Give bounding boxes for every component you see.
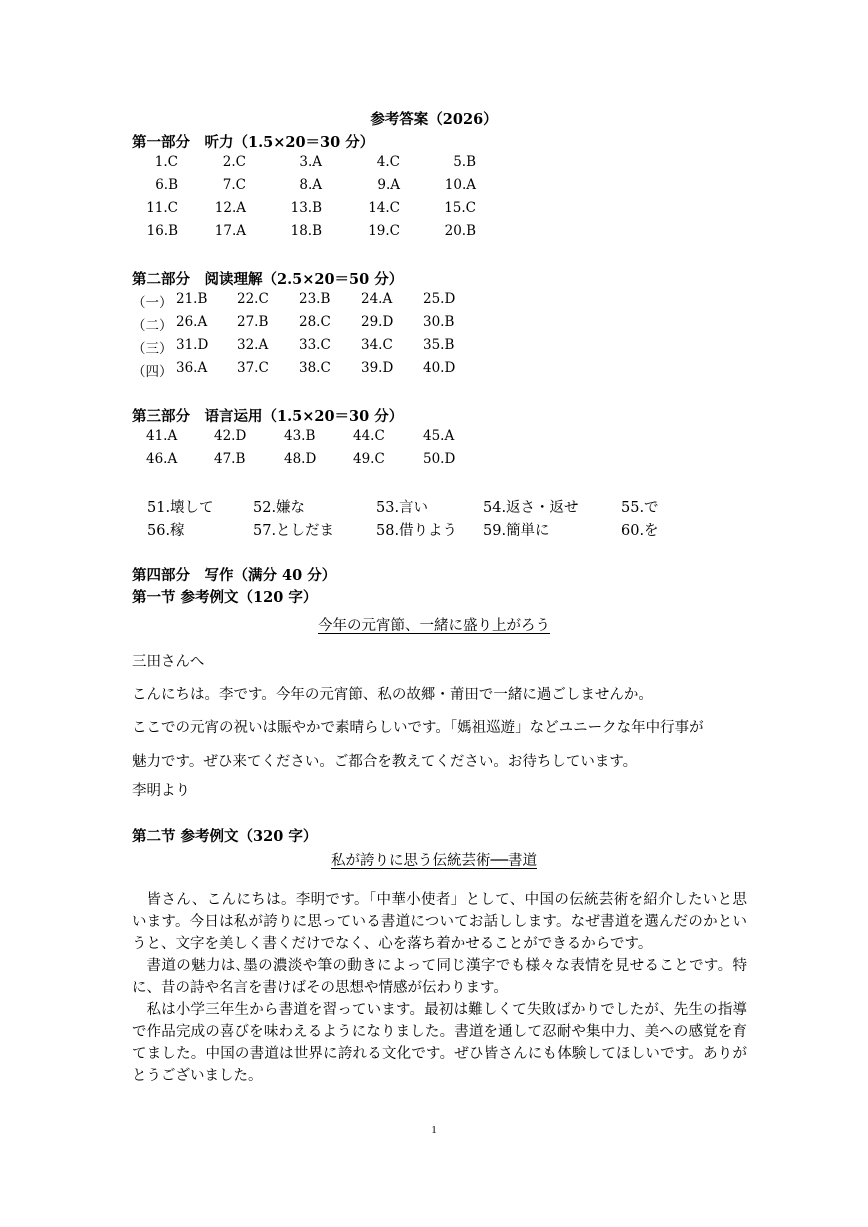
answer-cell: 54.返さ・返せ <box>483 500 579 516</box>
letter-signature: 李明より <box>132 783 190 799</box>
section2-heading: 第二节 参考例文（320 字） <box>132 828 318 845</box>
answer-cell: （一） <box>132 295 173 311</box>
essay-paragraph: 皆さん、こんにちは。李明です。「中華小使者」として、中国の伝統芸術を紹介したいと思います。今日は私が誇りに思っている書道についてお話しします。なぜ書道を選んだのかというと、文字を美しく書くだけでなく、心を落ち着かせることができるからです。 <box>132 892 747 952</box>
page-title: 参考答案（2026） <box>370 111 498 128</box>
answer-cell: 56.稼 <box>147 523 185 539</box>
answer-cell: 36.A <box>176 360 208 376</box>
answer-cell: 19.C <box>368 223 400 239</box>
answer-cell: 16.B <box>146 223 178 239</box>
answer-cell: 30.B <box>423 314 455 330</box>
answer-cell: 52.嫌な <box>253 500 306 516</box>
answer-cell: 57.としだま <box>253 523 335 539</box>
letter-line: ここでの元宵の祝いは賑やかで素晴らしいです。「媽祖巡遊」などユニークな年中行事が <box>132 720 704 736</box>
answer-cell: 21.B <box>176 291 208 307</box>
answer-cell: 27.B <box>237 314 269 330</box>
answer-cell: 23.B <box>299 291 331 307</box>
section1-essay-title: 今年の元宵節、一緒に盛り上がろう <box>318 618 550 634</box>
answer-cell: 58.借りよう <box>376 523 458 539</box>
answer-cell: 4.C <box>376 154 400 170</box>
answer-cell: 26.A <box>176 314 208 330</box>
answer-cell: 48.D <box>284 451 317 467</box>
answer-cell: 45.A <box>423 428 455 444</box>
answer-cell: 50.D <box>423 451 456 467</box>
answer-cell: 8.A <box>299 177 322 193</box>
answer-cell: 18.B <box>290 223 322 239</box>
section2-essay-title: 私が誇りに思う伝統芸術──書道 <box>331 853 537 869</box>
answer-cell: 39.D <box>361 360 394 376</box>
answer-cell: 49.C <box>353 451 385 467</box>
answer-cell: （二） <box>132 318 173 334</box>
answer-cell: 43.B <box>284 428 316 444</box>
section2-essay-body <box>132 889 747 1087</box>
answer-cell: 34.C <box>361 337 393 353</box>
answer-cell: 42.D <box>214 428 247 444</box>
answer-cell: 33.C <box>299 337 331 353</box>
part1-heading: 第一部分 听力（1.5×20＝30 分） <box>132 134 375 151</box>
answer-cell: 38.C <box>299 360 331 376</box>
answer-cell: （三） <box>132 341 173 357</box>
page-number: 1 <box>431 1124 437 1136</box>
essay-paragraph: 書道の魅力は､墨の濃淡や筆の動きによって同じ漢字でも様々な表情を見せることです。特に、昔の詩や名言を書けばその思想や情感が伝わります。 <box>132 958 747 996</box>
part3-heading: 第三部分 语言运用（1.5×20＝30 分） <box>132 408 404 425</box>
answer-cell: 12.A <box>214 200 246 216</box>
essay-paragraph: 私は小学三年生から書道を習っています。最初は難しくて失敗ばかりでしたが、先生の指導で作品完成の喜びを味わえるようになりました。書道を通して忍耐や集中力、美への感覚を育てました。中国の書道は世界に誇れる文化です。ぜひ皆さんにも体験してほしいです。ありがとうございました。 <box>132 1002 747 1084</box>
letter-line: 魅力です。ぜひ来てください。ご都合を教えてください。お待ちしています。 <box>132 754 638 770</box>
answer-cell: 37.C <box>237 360 269 376</box>
letter-salutation: 三田さんへ <box>132 654 205 670</box>
answer-cell: 24.A <box>361 291 393 307</box>
answer-cell: 60.を <box>621 523 659 539</box>
answer-cell: 20.B <box>444 223 476 239</box>
section1-heading: 第一节 参考例文（120 字） <box>132 589 318 606</box>
answer-cell: 29.D <box>361 314 394 330</box>
answer-cell: 5.B <box>453 154 476 170</box>
answer-cell: 47.B <box>214 451 246 467</box>
answer-cell: 13.B <box>290 200 322 216</box>
letter-line: こんにちは。李です。今年の元宵節、私の故郷・莆田で一緒に過ごしませんか。 <box>132 687 653 703</box>
answer-cell: 3.A <box>299 154 322 170</box>
answer-cell: 17.A <box>214 223 246 239</box>
answer-cell: 11.C <box>146 200 178 216</box>
answer-cell: 22.C <box>237 291 269 307</box>
answer-cell: 1.C <box>154 154 178 170</box>
part2-heading: 第二部分 阅读理解（2.5×20＝50 分） <box>132 271 404 288</box>
answer-cell: 2.C <box>222 154 246 170</box>
answer-cell: 15.C <box>444 200 476 216</box>
answer-cell: 14.C <box>368 200 400 216</box>
answer-cell: 40.D <box>423 360 456 376</box>
answer-cell: 51.壊して <box>147 500 214 516</box>
answer-cell: 7.C <box>222 177 246 193</box>
part4-heading: 第四部分 写作（满分 40 分） <box>132 567 337 584</box>
answer-cell: 44.C <box>353 428 385 444</box>
answer-cell: 41.A <box>146 428 178 444</box>
answer-cell: 32.A <box>237 337 269 353</box>
answer-cell: 10.A <box>444 177 476 193</box>
answer-cell: 53.言い <box>376 500 429 516</box>
answer-cell: 46.A <box>146 451 178 467</box>
answer-cell: （四） <box>132 364 173 380</box>
answer-cell: 59.簡単に <box>483 523 550 539</box>
answer-cell: 31.D <box>176 337 209 353</box>
answer-cell: 28.C <box>299 314 331 330</box>
answer-cell: 6.B <box>155 177 178 193</box>
answer-cell: 25.D <box>423 291 456 307</box>
answer-cell: 35.B <box>423 337 455 353</box>
answer-cell: 55.で <box>621 500 659 516</box>
answer-cell: 9.A <box>377 177 400 193</box>
